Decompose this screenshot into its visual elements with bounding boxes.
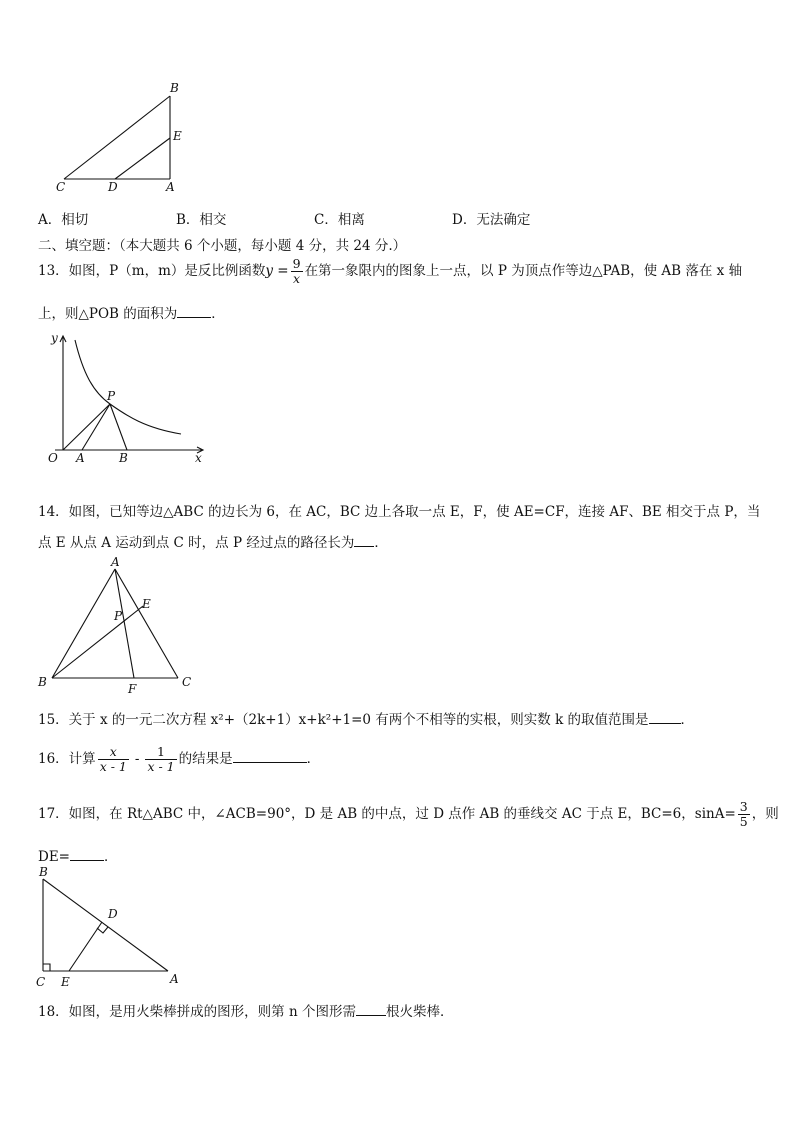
segment-ba bbox=[43, 879, 168, 971]
label-b: B bbox=[38, 675, 47, 689]
q13-frac-num: 9 bbox=[292, 256, 301, 271]
q13-text-c: 上，则△POB 的面积为 bbox=[38, 306, 178, 322]
q18-line bbox=[38, 1000, 453, 1020]
q17-de: DE= bbox=[38, 849, 70, 865]
q16-tail: 的结果是 bbox=[178, 751, 233, 767]
q14-answer-blank bbox=[354, 534, 374, 547]
q13-answer-blank bbox=[177, 305, 211, 318]
label-e: E bbox=[61, 975, 70, 989]
segment-de bbox=[69, 922, 102, 971]
segment-ab bbox=[52, 569, 115, 678]
q14-line1: 14．如图，已知等边△ABC 的边长为 6，在 AC，BC 边上各取一点 E，F，使 AE=CF，连接 AF、BE 相交于点 P，当 bbox=[38, 504, 761, 520]
q16-fraction-1 bbox=[98, 745, 129, 774]
q13-text-a: 13．如图，P（m，m）是反比例函数 bbox=[38, 263, 266, 279]
q18-answer-blank bbox=[356, 1003, 386, 1016]
q15-text: 15．关于 x 的一元二次方程 x²+（2k+1）x+k²+1=0 有两个不相等的实根，则实数 k 的取值范围是 bbox=[38, 712, 649, 728]
q17-text: 17．如图，在 Rt△ABC 中，∠ACB=90°，D 是 AB 的中点，过 D 点作 AB 的垂线交 AC 于点 E，BC=6，sinA= bbox=[38, 806, 736, 822]
q16-end: ． bbox=[306, 751, 321, 767]
q18-tail: 根火柴棒． bbox=[385, 1004, 454, 1020]
label-a: A bbox=[111, 555, 120, 569]
option-a: A．相切 bbox=[38, 212, 89, 228]
q17-end: ． bbox=[104, 849, 118, 865]
segment-be bbox=[52, 606, 143, 678]
q16-f1-den: x - 1 bbox=[99, 759, 127, 774]
segment-bp bbox=[110, 404, 127, 450]
q13-text-b: 在第一象限内的图象上一点，以 P 为顶点作等边△PAB，使 AB 落在 x 轴 bbox=[304, 263, 743, 279]
right-angle-c bbox=[43, 964, 50, 971]
label-b: B bbox=[39, 865, 48, 879]
option-c: C．相离 bbox=[314, 212, 365, 228]
label-d: D bbox=[108, 180, 118, 194]
label-b: B bbox=[170, 81, 179, 95]
label-c: C bbox=[56, 180, 66, 194]
q16-line bbox=[38, 745, 320, 774]
q16-lead: 16．计算 bbox=[38, 751, 96, 767]
label-e: E bbox=[142, 597, 151, 611]
label-e: E bbox=[173, 129, 182, 143]
label-p: P bbox=[114, 609, 123, 623]
figure-equilateral-abc bbox=[32, 555, 202, 700]
q13-line2 bbox=[38, 302, 225, 322]
label-o: O bbox=[48, 451, 58, 465]
q18-text: 18．如图，是用火柴棒拼成的图形，则第 n 个图形需 bbox=[38, 1004, 356, 1020]
q13-frac-den: x bbox=[291, 271, 303, 286]
q13-line1 bbox=[38, 257, 742, 286]
label-y: y bbox=[51, 331, 58, 345]
q17-line1 bbox=[38, 800, 779, 829]
segment-cb bbox=[64, 96, 170, 179]
q16-minus: - bbox=[134, 751, 140, 767]
q16-f2-num: 1 bbox=[157, 744, 165, 759]
q13-fraction bbox=[291, 257, 303, 286]
label-x: x bbox=[195, 451, 202, 465]
q16-answer-blank bbox=[233, 750, 307, 763]
label-a: A bbox=[76, 451, 85, 465]
figure-triangle-cda bbox=[50, 78, 200, 196]
q15-line bbox=[38, 708, 694, 728]
label-a: A bbox=[166, 180, 175, 194]
option-d: D．无法确定 bbox=[452, 212, 531, 228]
q13-end: ． bbox=[211, 306, 225, 322]
q16-f1-num: x bbox=[109, 744, 117, 759]
q13-y-eq: y = bbox=[265, 263, 289, 279]
hyperbola-curve bbox=[75, 340, 181, 434]
q15-end: ． bbox=[680, 712, 695, 728]
q17-text-end: ，则 bbox=[751, 806, 779, 822]
q15-answer-blank bbox=[649, 711, 681, 724]
figure-right-triangle bbox=[30, 862, 190, 992]
option-b: B．相交 bbox=[176, 212, 227, 228]
q17-fraction bbox=[738, 800, 750, 829]
q17-frac-den: 5 bbox=[739, 814, 748, 829]
label-b: B bbox=[119, 451, 128, 465]
q17-frac-num: 3 bbox=[739, 799, 748, 814]
q14-text: 点 E 从点 A 运动到点 C 时，点 P 经过点的路径长为 bbox=[38, 535, 355, 551]
label-c: C bbox=[36, 975, 46, 989]
label-d: D bbox=[108, 907, 118, 921]
section-title: 二、填空题：（本大题共 6 个小题，每小题 4 分，共 24 分.） bbox=[38, 238, 407, 254]
q17-answer-blank bbox=[70, 848, 104, 861]
label-f: F bbox=[128, 682, 137, 696]
q16-fraction-2 bbox=[145, 745, 176, 774]
label-p: P bbox=[107, 389, 116, 403]
segment-de bbox=[115, 138, 170, 179]
q14-end: ． bbox=[374, 535, 388, 551]
label-a: A bbox=[170, 972, 179, 986]
figure-hyperbola bbox=[35, 328, 210, 468]
q14-line2 bbox=[38, 531, 388, 551]
label-c: C bbox=[182, 675, 192, 689]
q16-f2-den: x - 1 bbox=[147, 759, 175, 774]
